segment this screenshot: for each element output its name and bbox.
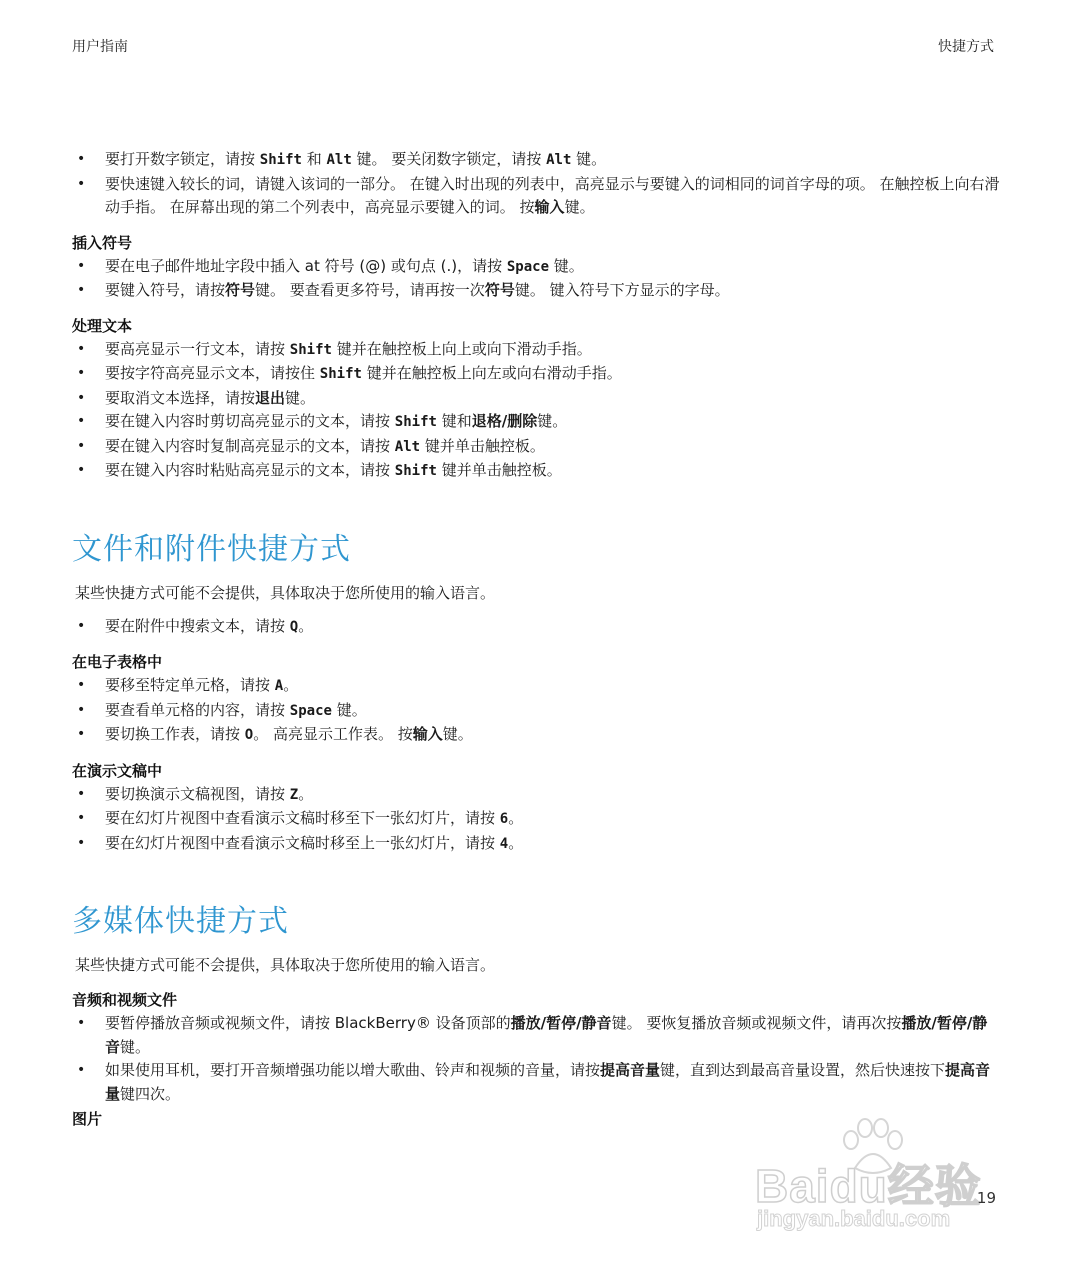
list-item: • 要查看单元格的内容，请按 Space 键。 [72, 699, 1002, 724]
list-item: • 要键入符号，请按符号键。 要查看更多符号，请再按一次符号键。 键入符号下方显示的字母。 [72, 279, 1002, 303]
subheading-audio-video: 音频和视频文件 [72, 991, 178, 1009]
key-label: 提高音量 [600, 1061, 661, 1079]
key-name: Alt [394, 438, 421, 455]
list-item: • 要切换工作表，请按 O。 高亮显示工作表。 按输入键。 [72, 723, 1002, 748]
key-name: A [274, 678, 284, 694]
subheading-pictures: 图片 [72, 1110, 103, 1128]
subheading-presentation: 在演示文稿中 [72, 761, 163, 780]
page-content [72, 148, 1002, 1131]
key-name: 4 [499, 835, 509, 852]
key-label: 退格/删除 [471, 412, 538, 430]
bullet-list [72, 1012, 1002, 1106]
key-name: Shift [259, 152, 302, 168]
key-name: Shift [394, 414, 437, 430]
list-item: • 要在键入内容时粘贴高亮显示的文本，请按 Shift 键并单击触控板。 [72, 459, 1002, 484]
key-name: O [244, 727, 254, 743]
section-intro: 某些快捷方式可能不会提供，具体取决于您所使用的输入语言。 [75, 956, 496, 974]
watermark-brand: Baidu经验 [755, 1160, 982, 1212]
list-item: • 要在幻灯片视图中查看演示文稿时移至下一张幻灯片，请按 6。 [72, 807, 1002, 832]
key-label: 输入 [412, 725, 443, 743]
key-name: Alt [326, 152, 352, 168]
list-item: • 如果使用耳机，要打开音频增强功能以增大歌曲、铃声和视频的音量，请按提高音量键，直到达到最高音量设置，然后快速按下提高音量键四次。 [72, 1059, 1002, 1106]
key-name: Alt [546, 152, 572, 168]
key-label: 播放/暂停/静音 [510, 1014, 612, 1032]
section-intro: 某些快捷方式可能不会提供，具体取决于您所使用的输入语言。 [75, 583, 496, 602]
key-name: 6 [499, 811, 509, 827]
key-label: 提高音量 [105, 1061, 991, 1103]
list-item: • 要高亮显示一行文本，请按 Shift 键并在触控板上向上或向下滑动手指。 [72, 338, 1002, 363]
key-name: Shift [394, 463, 437, 479]
key-name: Q [289, 618, 299, 635]
key-label: 输入 [534, 198, 565, 216]
header-left: 用户指南 [72, 39, 128, 55]
list-item: • 要在电子邮件地址字段中插入 at 符号 (@) 或句点 (.)，请按 Space 键。 [72, 255, 1002, 280]
bullet-list [72, 255, 1002, 303]
key-name: Space [506, 258, 550, 275]
list-item: • 要在幻灯片视图中查看演示文稿时移至上一张幻灯片，请按 4。 [72, 832, 1002, 857]
key-name: Shift [289, 341, 332, 358]
list-item: • 要打开数字锁定，请按 Shift 和 Alt 键。 要关闭数字锁定，请按 Alt 键。 [72, 148, 1002, 173]
subheading-spreadsheet: 在电子表格中 [72, 653, 163, 671]
list-item: • 要移至特定单元格，请按 A。 [72, 674, 1002, 699]
list-item: • 要在键入内容时剪切高亮显示的文本，请按 Shift 键和退格/删除键。 [72, 410, 1002, 435]
list-item: • 要按字符高亮显示文本，请按住 Shift 键并在触控板上向左或向右滑动手指。 [72, 362, 1002, 387]
header-right: 快捷方式 [938, 39, 994, 55]
list-item: • 要切换演示文稿视图，请按 Z。 [72, 783, 1002, 808]
key-label: 退出 [255, 388, 286, 407]
key-name: Space [289, 702, 332, 719]
bullet-list [72, 338, 1002, 484]
list-item: • 要快速键入较长的词，请键入该词的一部分。 在键入时出现的列表中，高亮显示与要键入的词相同的词首字母的项。 在触控板上向右滑动手指。 在屏幕出现的第二个列表中，高亮显示要键入的词。 按输入键。 [72, 173, 1002, 220]
key-label: 播放/暂停/静音 [105, 1014, 988, 1056]
list-item: • 要在附件中搜索文本，请按 Q。 [72, 615, 1002, 640]
list-item: • 要暂停播放音频或视频文件，请按 BlackBerry® 设备顶部的播放/暂停/静音键。 要恢复播放音频或视频文件，请再次按播放/暂停/静音键。 [72, 1012, 1002, 1059]
list-item: • 要取消文本选择，请按退出键。 [72, 387, 1002, 411]
subheading-text-handling: 处理文本 [72, 316, 133, 335]
page-number: 19 [976, 1189, 996, 1207]
bullet-list [72, 674, 1002, 748]
key-name: Z [289, 786, 299, 803]
list-item: • 要在键入内容时复制高亮显示的文本，请按 Alt 键并单击触控板。 [72, 435, 1002, 460]
key-label: 符号 [225, 281, 256, 299]
key-label: 符号 [484, 281, 515, 299]
baidu-watermark [755, 1118, 1005, 1238]
bullet-list [72, 783, 1002, 857]
bullet-list [72, 615, 1002, 640]
section-title-files: 文件和附件快捷方式 [72, 531, 351, 567]
subheading-insert-symbols: 插入符号 [72, 233, 133, 252]
watermark-url: jingyan.baidu.com [757, 1206, 951, 1231]
section-title-media: 多媒体快捷方式 [72, 904, 289, 939]
key-name: Shift [319, 366, 362, 382]
bullet-list [72, 148, 1002, 220]
